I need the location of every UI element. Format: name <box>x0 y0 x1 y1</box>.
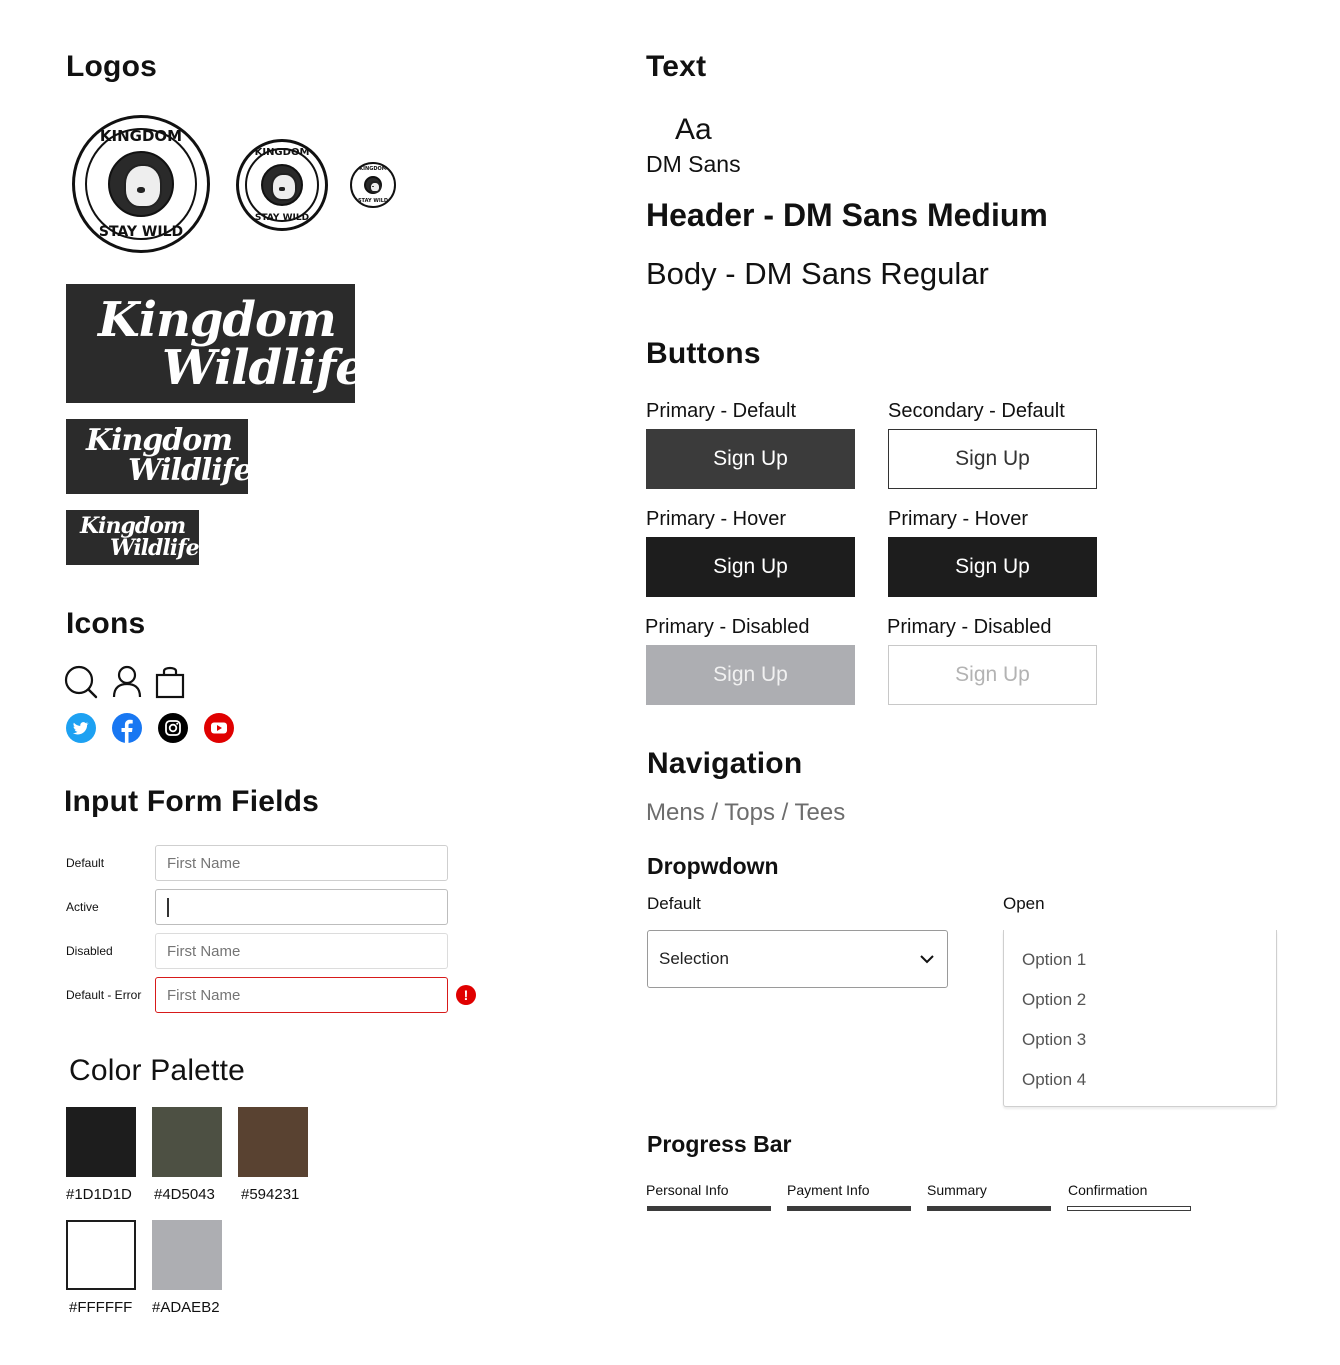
shopping-bag-icon[interactable] <box>155 665 185 699</box>
text-heading: Text <box>646 50 707 83</box>
dropdown-option[interactable]: Option 3 <box>1022 1030 1087 1049</box>
dropdown-open-label: Open <box>1003 894 1045 913</box>
progress-step-label: Summary <box>927 1182 987 1198</box>
sign-up-button-secondary-hover[interactable]: Sign Up <box>888 537 1097 597</box>
color-swatch-2 <box>152 1107 222 1177</box>
progress-step-bar-complete <box>927 1206 1051 1211</box>
dropdown-open-menu <box>1003 930 1277 1107</box>
first-name-field-default[interactable] <box>155 845 448 881</box>
button-state-label: Primary - Disabled <box>645 616 810 638</box>
logos-heading: Logos <box>66 50 157 83</box>
icons-heading: Icons <box>66 607 146 640</box>
search-icon[interactable] <box>64 665 98 699</box>
form-label-disabled: Disabled <box>66 944 113 958</box>
progress-step-bar-incomplete <box>1067 1206 1191 1211</box>
first-name-field-active[interactable] <box>155 889 448 925</box>
text-cursor <box>167 898 169 917</box>
button-state-label: Primary - Hover <box>888 508 1029 530</box>
sign-up-button-primary-disabled: Sign Up <box>646 645 855 705</box>
wordmark-logo-medium: Kingdom Wildlife <box>66 419 248 494</box>
typeface-name: DM Sans <box>646 151 741 177</box>
header-font-spec: Header - DM Sans Medium <box>646 197 1048 233</box>
wordmark-logo-large: Kingdom Wildlife <box>66 284 355 403</box>
color-swatch-3 <box>238 1107 308 1177</box>
sign-up-button-secondary[interactable]: Sign Up <box>888 429 1097 489</box>
instagram-icon[interactable] <box>158 713 188 743</box>
color-swatch-label-4: #FFFFFF <box>69 1299 133 1316</box>
sign-up-button-primary[interactable]: Sign Up <box>646 429 855 489</box>
youtube-icon[interactable] <box>204 713 234 743</box>
error-alert-icon: ! <box>456 985 476 1005</box>
body-font-spec: Body - DM Sans Regular <box>646 256 989 291</box>
dropdown-option[interactable]: Option 4 <box>1022 1070 1087 1089</box>
breadcrumb[interactable]: Mens / Tops / Tees <box>646 799 846 826</box>
progress-step-bar-complete <box>787 1206 911 1211</box>
navigation-heading: Navigation <box>647 747 803 780</box>
dropdown-option[interactable]: Option 1 <box>1022 950 1087 969</box>
typeface-sample: Aa <box>675 113 712 146</box>
form-label-error: Default - Error <box>66 988 142 1002</box>
sign-up-button-primary-hover[interactable]: Sign Up <box>646 537 855 597</box>
user-icon[interactable] <box>112 665 142 698</box>
button-state-label: Primary - Default <box>646 400 797 422</box>
badge-logo-medium: KINGDOM STAY WILD <box>236 139 328 231</box>
color-swatch-label-2: #4D5043 <box>154 1186 215 1203</box>
sign-up-button-secondary-disabled: Sign Up <box>888 645 1097 705</box>
color-swatch-4 <box>66 1220 136 1290</box>
first-name-field-error[interactable] <box>155 977 448 1013</box>
progress-step-bar-complete <box>647 1206 771 1211</box>
progress-step-label: Payment Info <box>787 1182 870 1198</box>
progress-step-label: Personal Info <box>646 1182 729 1198</box>
color-swatch-1 <box>66 1107 136 1177</box>
dropdown-selected-value: Selection <box>659 949 729 968</box>
form-label-default: Default <box>66 856 105 870</box>
button-state-label: Primary - Disabled <box>887 616 1052 638</box>
wordmark-logo-small: Kingdom Wildlife <box>66 510 199 565</box>
dropdown-default-label: Default <box>647 894 701 913</box>
color-palette-heading: Color Palette <box>69 1054 246 1087</box>
twitter-icon[interactable] <box>66 713 96 743</box>
chevron-down-icon <box>919 953 935 965</box>
button-state-label: Secondary - Default <box>888 400 1065 422</box>
color-swatch-5 <box>152 1220 222 1290</box>
button-state-label: Primary - Hover <box>646 508 787 530</box>
color-swatch-label-5: #ADAEB2 <box>152 1299 220 1316</box>
dropdown-option[interactable]: Option 2 <box>1022 990 1087 1009</box>
dropdown-heading: Dropwdown <box>647 853 779 879</box>
facebook-icon[interactable] <box>112 713 142 743</box>
form-label-active: Active <box>66 900 99 914</box>
badge-logo-small: KINGDOM STAY WILD <box>350 162 396 208</box>
buttons-heading: Buttons <box>646 337 761 370</box>
selection-dropdown[interactable] <box>647 930 948 988</box>
badge-logo-large: KINGDOM STAY WILD <box>72 115 210 253</box>
first-name-field-disabled <box>155 933 448 969</box>
progress-bar-heading: Progress Bar <box>647 1131 792 1157</box>
input-form-fields-heading: Input Form Fields <box>64 785 320 818</box>
progress-step-label: Confirmation <box>1068 1182 1148 1198</box>
color-swatch-label-1: #1D1D1D <box>66 1186 132 1203</box>
color-swatch-label-3: #594231 <box>241 1186 300 1203</box>
